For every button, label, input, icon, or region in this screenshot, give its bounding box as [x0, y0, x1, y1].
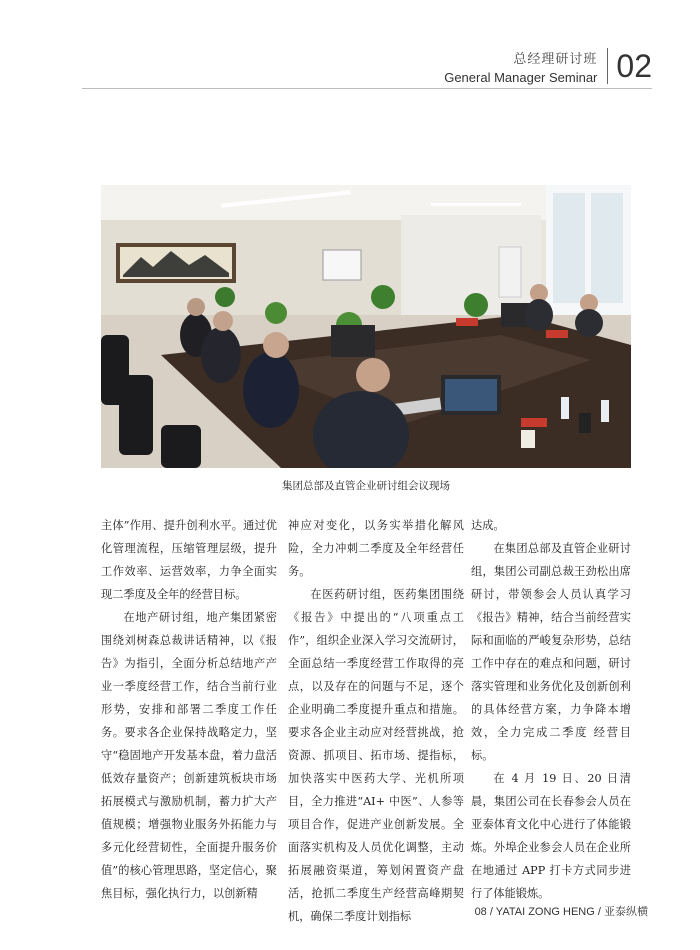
- paragraph: 主体”作用、提升创利水平。通过优化管理流程，压缩管理层级，提升工作效率、运营效率，力争全面实现二季度及全年的经营目标。: [101, 519, 277, 601]
- text-column-1: [101, 514, 277, 905]
- meeting-photo: [101, 185, 631, 468]
- header-rule: [82, 88, 652, 89]
- magazine-name-en: YATAI ZONG HENG: [495, 906, 595, 918]
- page-header: [444, 40, 652, 92]
- photo-caption: 集团总部及直管企业研讨组会议现场: [282, 480, 450, 492]
- section-number: 02: [616, 47, 652, 84]
- text-column-3: [471, 514, 631, 905]
- page-footer: [475, 903, 648, 919]
- page-number: 08: [474, 906, 487, 918]
- paragraph: 在集团总部及直管企业研讨组，集团公司副总裁王劲松出席研讨，带领参会人员认真学习《报告》精神，结合当前经营实际和面临的严峻复杂形势，总结工作中存在的难点和问题，研讨落实管理和业务优化及创新创利的具体经营方案，力争降本增效，全力完成二季度 经营目标。: [471, 542, 631, 762]
- magazine-name-cn: 亚泰纵横: [604, 905, 648, 918]
- paragraph: 在地产研讨组，地产集团紧密围绕刘树森总裁讲话精神，以《报告》为指引，全面分析总结地产产业一季度经营工作，结合当前行业形势，安排和部署二季度工作任务。要求各企业保持战略定力，坚守“稳固地产开发基本盘，着力盘活低效存量资产；创新建筑板块市场拓展模式与激励机制，蓄力扩大产值规模；增强物业服务外拓能力与多元化经营韧性，全面提升服务价值”的核心管理思路，坚定信心，聚焦目标，强化执行力，以创新精: [101, 611, 277, 900]
- meeting-room-illustration: [101, 185, 631, 468]
- paragraph: 在 4 月 19 日、20 日清晨，集团公司在长春参会人员在亚泰体育文化中心进行了体能锻炼。外埠企业参会人员在企业所在地通过 APP 打卡方式同步进行了体能锻炼。: [471, 772, 631, 900]
- header-title-en: General Manager Seminar: [444, 69, 598, 85]
- header-separator: [607, 48, 608, 84]
- footer-slash: /: [489, 906, 496, 918]
- paragraph: 在医药研讨组，医药集团围绕《报告》中提出的“八项重点工作”，组织企业深入学习交流研讨，全面总结一季度经营工作取得的亮点，以及存在的问题与不足，逐个企业明确二季度提升重点和措施。要求各企业主动应对经营挑战，抢资源、抓项目、拓市场、提指标，加快落实中医药大学、光机所项目，全力推进“AI+ 中医”、人参等项目合作，促进产业创新发展。全面落实机构及人员优化调整，主动拓展融资渠道，筹划闲置资产盘活，抢抓二季度生产经营高峰期契机，确保二季度计划指标: [288, 588, 464, 923]
- footer-slash: /: [597, 906, 601, 918]
- paragraph: 达成。: [471, 519, 505, 532]
- paragraph: 神应对变化，以务实举措化解风险，全力冲刺二季度及全年经营任务。: [288, 519, 464, 578]
- header-titles: [444, 48, 597, 85]
- header-title-cn: 总经理研讨班: [513, 51, 598, 67]
- text-column-2: [288, 514, 464, 928]
